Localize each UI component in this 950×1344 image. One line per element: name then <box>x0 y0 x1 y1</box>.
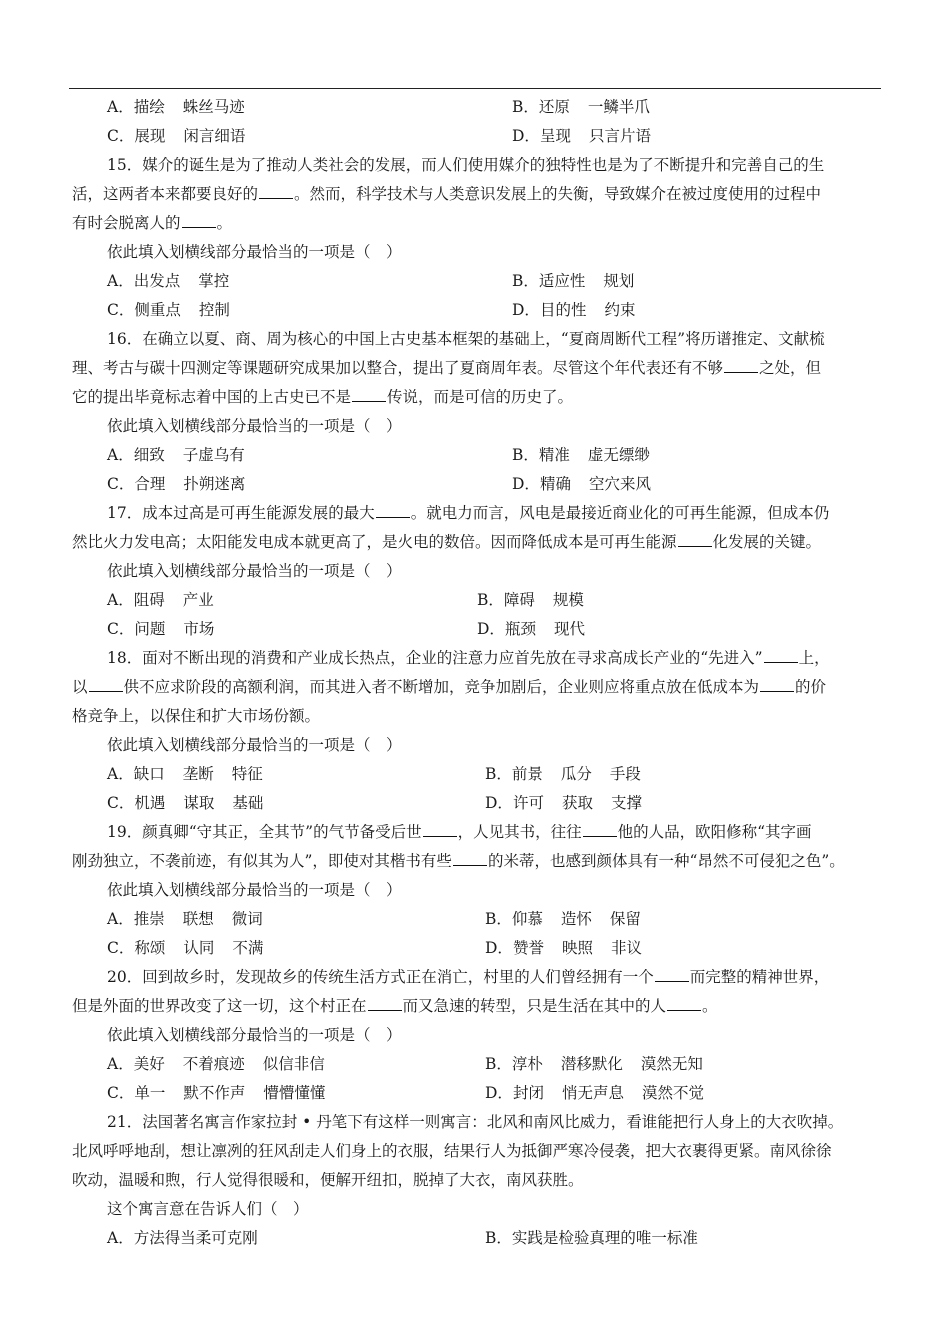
exam-page <box>72 93 880 1253</box>
q19-prompt: 依此填入划横线部分最恰当的一项是（ ） <box>107 881 402 899</box>
q14-options-row-1 <box>72 93 880 122</box>
q18-stem-line-3: 格竞争上，以保住和扩大市场份额。 <box>72 707 321 725</box>
q20-stem-line-2: 但是外面的世界改变了这一切，这个村正在 而又急速的转型，只是生活在其中的人 。 <box>72 992 880 1021</box>
q18-blank-3 <box>760 675 794 692</box>
q17-prompt: 依此填入划横线部分最恰当的一项是（ ） <box>107 562 402 580</box>
q20-blank-2 <box>368 994 402 1011</box>
q16-option-d[interactable]: D．精确 空穴来风 <box>512 475 651 493</box>
q18-option-a[interactable]: A．缺口 垄断 特征 <box>107 765 263 783</box>
q18-stem-line-1: 18．面对不断出现的消费和产业成长热点，企业的注意力应首先放在寻求高成长产业的“先进入” 上， <box>72 644 880 673</box>
q15-blank-2 <box>182 211 216 228</box>
q20-option-d[interactable]: D．封闭 悄无声息 漠然不觉 <box>485 1084 704 1102</box>
q19-option-a[interactable]: A．推崇 联想 微词 <box>107 910 263 928</box>
q21-stem-line-2: 北风呼呼地刮，想让凛冽的狂风刮走人们身上的衣服，结果行人为抵御严寒冷侵袭，把大衣裹得更紧。南风徐徐 <box>72 1142 832 1160</box>
q21-stem-line-3: 吹动，温暖和煦，行人觉得很暖和，便解开纽扣，脱掉了大衣，南风获胜。 <box>72 1171 584 1189</box>
q19-stem-line-2: 刚劲独立，不袭前迹，有似其为人”，即使对其楷书有些 的米蒂，也感到颜体具有一种“昂然不可侵犯之色”。 <box>72 847 880 876</box>
q18-blank-1 <box>764 646 798 663</box>
q20-stem-line-1: 20．回到故乡时，发现故乡的传统生活方式正在消亡，村里的人们曾经拥有一个 而完整的精神世界， <box>72 963 880 992</box>
q17-option-a[interactable]: A．阻碍 产业 <box>107 591 214 609</box>
q15-option-d[interactable]: D．目的性 约束 <box>512 301 636 319</box>
q17-stem-line-2: 然比火力发电高；太阳能发电成本就更高了，是火电的数倍。因而降低成本是可再生能源 化发展的关键。 <box>72 528 880 557</box>
q15-option-b[interactable]: B．适应性 规划 <box>512 272 635 290</box>
q17-blank-1 <box>376 501 410 518</box>
q14-option-d[interactable]: D．呈现 只言片语 <box>512 127 651 145</box>
q14-options-row-2 <box>72 122 880 151</box>
q19-option-d[interactable]: D．赞誉 映照 非议 <box>485 939 642 957</box>
q16-option-a[interactable]: A．细致 子虚乌有 <box>107 446 245 464</box>
q15-stem-line-2: 活，这两者本来都要良好的 。然而，科学技术与人类意识发展上的失衡，导致媒介在被过度使用的过程中 <box>72 180 880 209</box>
q17-stem-line-1: 17．成本过高是可再生能源发展的最大 。就电力而言，风电是最接近商业化的可再生能源，但成本仍 <box>72 499 880 528</box>
q14-option-c[interactable]: C．展现 闲言细语 <box>107 127 246 145</box>
q16-option-b[interactable]: B．精准 虚无缥缈 <box>512 446 650 464</box>
q21-stem-line-1: 21．法国著名寓言作家拉封 • 丹笔下有这样一则寓言：北风和南风比威力，看谁能把行人身上的大衣吹掉。 <box>107 1113 844 1131</box>
q19-option-c[interactable]: C．称颂 认同 不满 <box>107 939 264 957</box>
q17-option-c[interactable]: C．问题 市场 <box>107 620 215 638</box>
q18-option-b[interactable]: B．前景 瓜分 手段 <box>485 765 641 783</box>
q21-options-row-1 <box>72 1224 880 1253</box>
q21-prompt: 这个寓言意在告诉人们（ ） <box>107 1200 309 1218</box>
q19-blank-2 <box>583 820 617 837</box>
q19-options-row-2 <box>72 934 880 963</box>
q16-option-c[interactable]: C．合理 扑朔迷离 <box>107 475 246 493</box>
q19-blank-1 <box>423 820 457 837</box>
q15-prompt: 依此填入划横线部分最恰当的一项是（ ） <box>107 243 402 261</box>
q16-stem-line-3: 它的提出毕竟标志着中国的上古史已不是 传说，而是可信的历史了。 <box>72 383 880 412</box>
q15-blank-1 <box>259 182 293 199</box>
q19-stem-line-1: 19．颜真卿“守其正，全其节”的气节备受后世 ，人见其书，往往 他的人品，欧阳修称“其字画 <box>72 818 880 847</box>
q16-prompt: 依此填入划横线部分最恰当的一项是（ ） <box>107 417 402 435</box>
q17-blank-2 <box>678 530 712 547</box>
q18-blank-2 <box>89 675 123 692</box>
q15-options-row-1 <box>72 267 880 296</box>
q19-blank-3 <box>453 849 487 866</box>
q20-options-row-1 <box>72 1050 880 1079</box>
q18-options-row-2 <box>72 789 880 818</box>
q17-options-row-1 <box>72 586 880 615</box>
q18-options-row-1 <box>72 760 880 789</box>
q19-option-b[interactable]: B．仰慕 造怀 保留 <box>485 910 641 928</box>
q15-option-c[interactable]: C．侧重点 控制 <box>107 301 230 319</box>
q20-blank-3 <box>667 994 701 1011</box>
q18-option-d[interactable]: D．许可 获取 支撑 <box>485 794 642 812</box>
q16-stem-line-1: 16．在确立以夏、商、周为核心的中国上古史基本框架的基础上，“夏商周断代工程”将历谱推定、文献梳 <box>107 330 825 348</box>
q16-options-row-2 <box>72 470 880 499</box>
q20-option-c[interactable]: C．单一 默不作声 懵懵懂懂 <box>107 1084 326 1102</box>
q21-option-a[interactable]: A．方法得当柔可克刚 <box>107 1229 258 1247</box>
q20-option-a[interactable]: A．美好 不着痕迹 似信非信 <box>107 1055 325 1073</box>
q21-option-b[interactable]: B．实践是检验真理的唯一标准 <box>485 1229 698 1247</box>
q15-stem-line-1: 15．媒介的诞生是为了推动人类社会的发展，而人们使用媒介的独特性也是为了不断提升和完善自己的生 <box>107 156 825 174</box>
q15-stem-line-3: 有时会脱离人的 。 <box>72 209 880 238</box>
q16-blank-2 <box>352 385 386 402</box>
q14-option-a[interactable]: A．描绘 蛛丝马迹 <box>107 98 245 116</box>
q20-options-row-2 <box>72 1079 880 1108</box>
q16-options-row-1 <box>72 441 880 470</box>
q18-prompt: 依此填入划横线部分最恰当的一项是（ ） <box>107 736 402 754</box>
q15-option-a[interactable]: A．出发点 掌控 <box>107 272 230 290</box>
q16-blank-1 <box>724 356 758 373</box>
q15-options-row-2 <box>72 296 880 325</box>
q20-prompt: 依此填入划横线部分最恰当的一项是（ ） <box>107 1026 402 1044</box>
q16-stem-line-2: 理、考古与碳十四测定等课题研究成果加以整合，提出了夏商周年表。尽管这个年代表还有不够 之处，但 <box>72 354 880 383</box>
q17-option-d[interactable]: D．瓶颈 现代 <box>477 620 585 638</box>
q20-option-b[interactable]: B．淳朴 潜移默化 漠然无知 <box>485 1055 703 1073</box>
q20-blank-1 <box>655 965 689 982</box>
q17-options-row-2 <box>72 615 880 644</box>
q18-stem-line-2: 以 供不应求阶段的高额利润，而其进入者不断增加，竞争加剧后，企业则应将重点放在低成本为 的价 <box>72 673 880 702</box>
q14-option-b[interactable]: B．还原 一鳞半爪 <box>512 98 650 116</box>
q17-option-b[interactable]: B．障碍 规模 <box>477 591 584 609</box>
q19-options-row-1 <box>72 905 880 934</box>
header-rule <box>69 88 881 89</box>
q18-option-c[interactable]: C．机遇 谋取 基础 <box>107 794 264 812</box>
